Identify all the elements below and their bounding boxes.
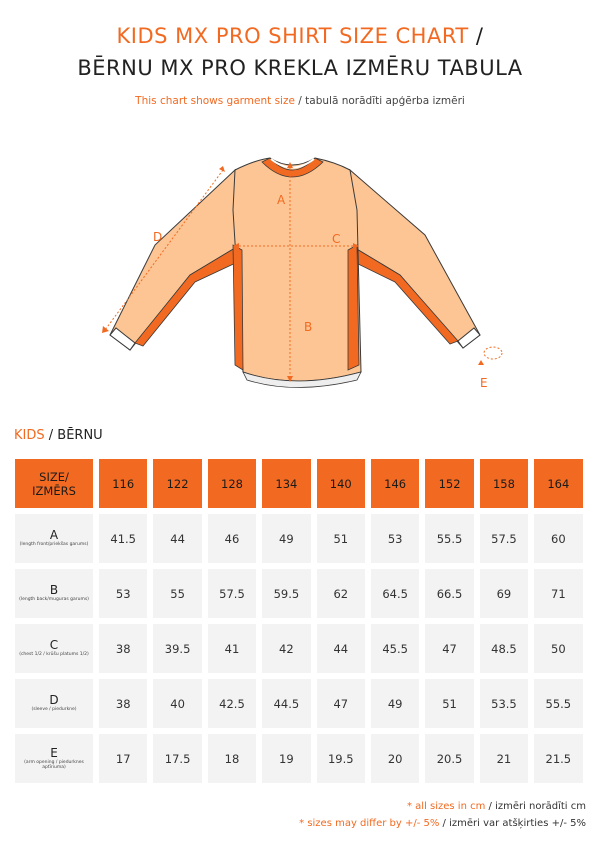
- row-label: [14, 678, 94, 729]
- note-tolerance: [299, 818, 586, 829]
- section-label-translation: BĒRNU: [57, 428, 103, 443]
- header-size: 152: [424, 458, 474, 509]
- table-cell: 53.5: [479, 678, 529, 729]
- title-main: KIDS MX PRO SHIRT SIZE CHART: [116, 24, 469, 48]
- table-cell: 50: [533, 623, 583, 674]
- table-cell: 19.5: [316, 733, 366, 784]
- section-label-main: KIDS: [14, 428, 45, 443]
- row-name: A: [49, 528, 59, 543]
- table-cell: 20: [370, 733, 420, 784]
- arrow-d-bottom: [102, 326, 109, 333]
- subtitle-main: This chart shows garment size: [135, 95, 295, 107]
- table-cell: 42: [261, 623, 311, 674]
- row-label: [14, 733, 94, 784]
- table-cell: 41.5: [98, 513, 148, 564]
- table-cell: 46: [207, 513, 257, 564]
- table-cell: 45.5: [370, 623, 420, 674]
- header-size: 116: [98, 458, 148, 509]
- table-cell: 53: [98, 568, 148, 619]
- label-c: C: [332, 232, 341, 246]
- table-row: [14, 733, 586, 784]
- table-row: [14, 568, 586, 619]
- table-cell: 42.5: [207, 678, 257, 729]
- table-cell: 51: [316, 513, 366, 564]
- header-size: 122: [152, 458, 202, 509]
- header-size: 158: [479, 458, 529, 509]
- table-cell: 19: [261, 733, 311, 784]
- header-size: 128: [207, 458, 257, 509]
- right-side-panel: [348, 245, 359, 370]
- table-cell: 71: [533, 568, 583, 619]
- table-cell: 62: [316, 568, 366, 619]
- table-cell: 55: [152, 568, 202, 619]
- row-name: D: [49, 693, 59, 708]
- header-size: 146: [370, 458, 420, 509]
- table-cell: 41: [207, 623, 257, 674]
- row-description: (sleeve / piedurkne): [31, 707, 77, 713]
- page-title: [0, 24, 600, 48]
- note-tolerance-star: *: [299, 818, 308, 829]
- note-units-translation: / izmēri norādīti cm: [485, 801, 586, 812]
- table-cell: 48.5: [479, 623, 529, 674]
- table-row: [14, 513, 586, 564]
- note-units: [407, 801, 586, 812]
- title-separator: /: [468, 24, 484, 48]
- table-cell: 49: [261, 513, 311, 564]
- table-cell: 17.5: [152, 733, 202, 784]
- table-cell: 21: [479, 733, 529, 784]
- row-description: (chest 1/2 / krūšu platums 1/2): [19, 652, 89, 658]
- row-description: (arm opening / piedurknes aptīriuma): [24, 759, 84, 770]
- header-size: 140: [316, 458, 366, 509]
- table-cell: 38: [98, 623, 148, 674]
- label-e: E: [480, 376, 488, 390]
- arrow-e: [478, 360, 484, 365]
- table-cell: 55.5: [424, 513, 474, 564]
- table-cell: 55.5: [533, 678, 583, 729]
- page-subtitle: [0, 95, 600, 107]
- row-description: (length back/muguras garums): [19, 597, 89, 603]
- note-tolerance-main: sizes may differ by +/- 5%: [307, 818, 440, 829]
- table-cell: 66.5: [424, 568, 474, 619]
- subtitle-translation: / tabulā norādīti apģērba izmēri: [294, 95, 465, 107]
- table-cell: 51: [424, 678, 474, 729]
- table-cell: 53: [370, 513, 420, 564]
- table-row: [14, 623, 586, 674]
- row-name: C: [49, 638, 59, 653]
- table-cell: 57.5: [479, 513, 529, 564]
- table-cell: 59.5: [261, 568, 311, 619]
- table-cell: 44.5: [261, 678, 311, 729]
- row-label: [14, 623, 94, 674]
- label-d: D: [153, 230, 163, 244]
- table-cell: 47: [316, 678, 366, 729]
- table-cell: 44: [152, 513, 202, 564]
- table-cell: 44: [316, 623, 366, 674]
- note-tolerance-translation: / izmēri var atšķirties +/- 5%: [439, 818, 586, 829]
- table-cell: 57.5: [207, 568, 257, 619]
- table-cell: 69: [479, 568, 529, 619]
- left-side-panel: [233, 245, 243, 370]
- row-label: [14, 568, 94, 619]
- table-cell: 39.5: [152, 623, 202, 674]
- measure-e-ellipse: [484, 347, 502, 359]
- page-title-translation: BĒRNU MX PRO KREKLA IZMĒRU TABULA: [77, 56, 523, 80]
- table-cell: 60: [533, 513, 583, 564]
- label-b: B: [304, 320, 313, 334]
- section-label: [14, 428, 103, 443]
- header-size: 164: [533, 458, 583, 509]
- table-cell: 18: [207, 733, 257, 784]
- table-cell: 64.5: [370, 568, 420, 619]
- row-description: (length front/priekšas garums): [19, 542, 89, 548]
- table-cell: 47: [424, 623, 474, 674]
- table-cell: 40: [152, 678, 202, 729]
- size-table: [14, 458, 586, 788]
- table-cell: 49: [370, 678, 420, 729]
- table-cell: 21.5: [533, 733, 583, 784]
- section-label-separator: /: [44, 428, 58, 443]
- shirt-diagram: [95, 150, 515, 400]
- row-name: E: [50, 745, 58, 760]
- table-cell: 38: [98, 678, 148, 729]
- table-cell: 20.5: [424, 733, 474, 784]
- note-units-main: all sizes in cm: [415, 801, 486, 812]
- header-size-label: [14, 458, 94, 509]
- label-a: A: [277, 193, 286, 207]
- header-size: 134: [261, 458, 311, 509]
- row-label: [14, 513, 94, 564]
- shirt-body: [233, 158, 361, 381]
- table-row: [14, 678, 586, 729]
- header-size-label-text: SIZE/ IZMĒRS: [32, 469, 76, 498]
- table-cell: 17: [98, 733, 148, 784]
- note-units-star: *: [406, 801, 416, 812]
- row-name: B: [49, 583, 59, 598]
- table-header-row: [14, 458, 586, 509]
